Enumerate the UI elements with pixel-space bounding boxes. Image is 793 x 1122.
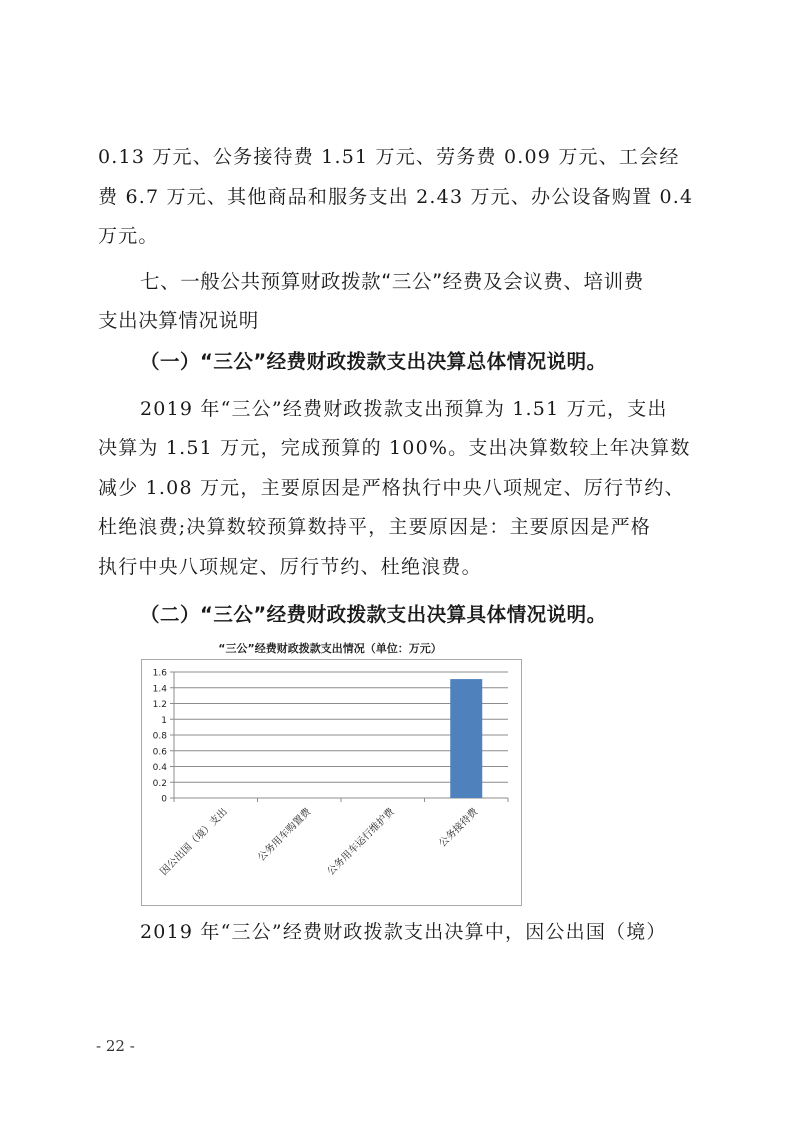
y-tick-label: 0.2 [152,778,167,789]
paragraph-line: 减少 1.08 万元，主要原因是严格执行中央八项规定、厉行节约、 [98,477,685,499]
paragraph-line: 执行中央八项规定、厉行节约、杜绝浪费。 [98,556,482,578]
section-heading-cont: 支出决算情况说明 [98,309,259,332]
y-tick-label: 1.6 [152,668,167,679]
bar [450,679,482,798]
x-category-label: 因公出国（境）支出 [158,806,230,878]
y-tick-label: 1.4 [152,684,167,695]
paragraph-line: 2019 年“三公”经费财政拨款支出决算中，因公出国（境） [140,921,667,943]
paragraph-line: 决算为 1.51 万元，完成预算的 100%。支出决算数较上年决算数 [98,437,691,459]
x-category-label: 公务用车购置费 [256,806,314,864]
y-tick-label: 1 [161,715,167,726]
paragraph-line: 2019 年“三公”经费财政拨款支出预算为 1.51 万元，支出 [140,398,668,420]
paragraph-line: 万元。 [98,225,159,247]
x-category-label: 公务用车运行维护费 [325,806,397,878]
y-tick-label: 0.8 [152,731,167,742]
section-heading: 七、一般公共预算财政拨款“三公”经费及会议费、培训费 [140,270,644,293]
paragraph-line: 费 6.7 万元、其他商品和服务支出 2.43 万元、办公设备购置 0.4 [98,186,694,208]
subsection-heading: （一）“三公”经费财政拨款支出决算总体情况说明。 [140,350,607,373]
y-tick-label: 0.6 [152,747,167,758]
paragraph-line: 杜绝浪费;决算数较预算数持平，主要原因是：主要原因是严格 [98,516,652,538]
page-number: - 22 - [96,1037,135,1055]
y-tick-label: 0.4 [152,763,167,773]
x-category-label: 公务接待费 [437,806,481,850]
y-tick-label: 1.2 [152,700,167,710]
chart-title: “三公”经费财政拨款支出情况（单位：万元） [218,642,442,655]
subsection-heading: （二）“三公”经费财政拨款支出决算具体情况说明。 [140,603,607,626]
paragraph-line: 0.13 万元、公务接待费 1.51 万元、劳务费 0.09 万元、工会经 [98,146,680,168]
y-tick-label: 0 [161,794,167,805]
